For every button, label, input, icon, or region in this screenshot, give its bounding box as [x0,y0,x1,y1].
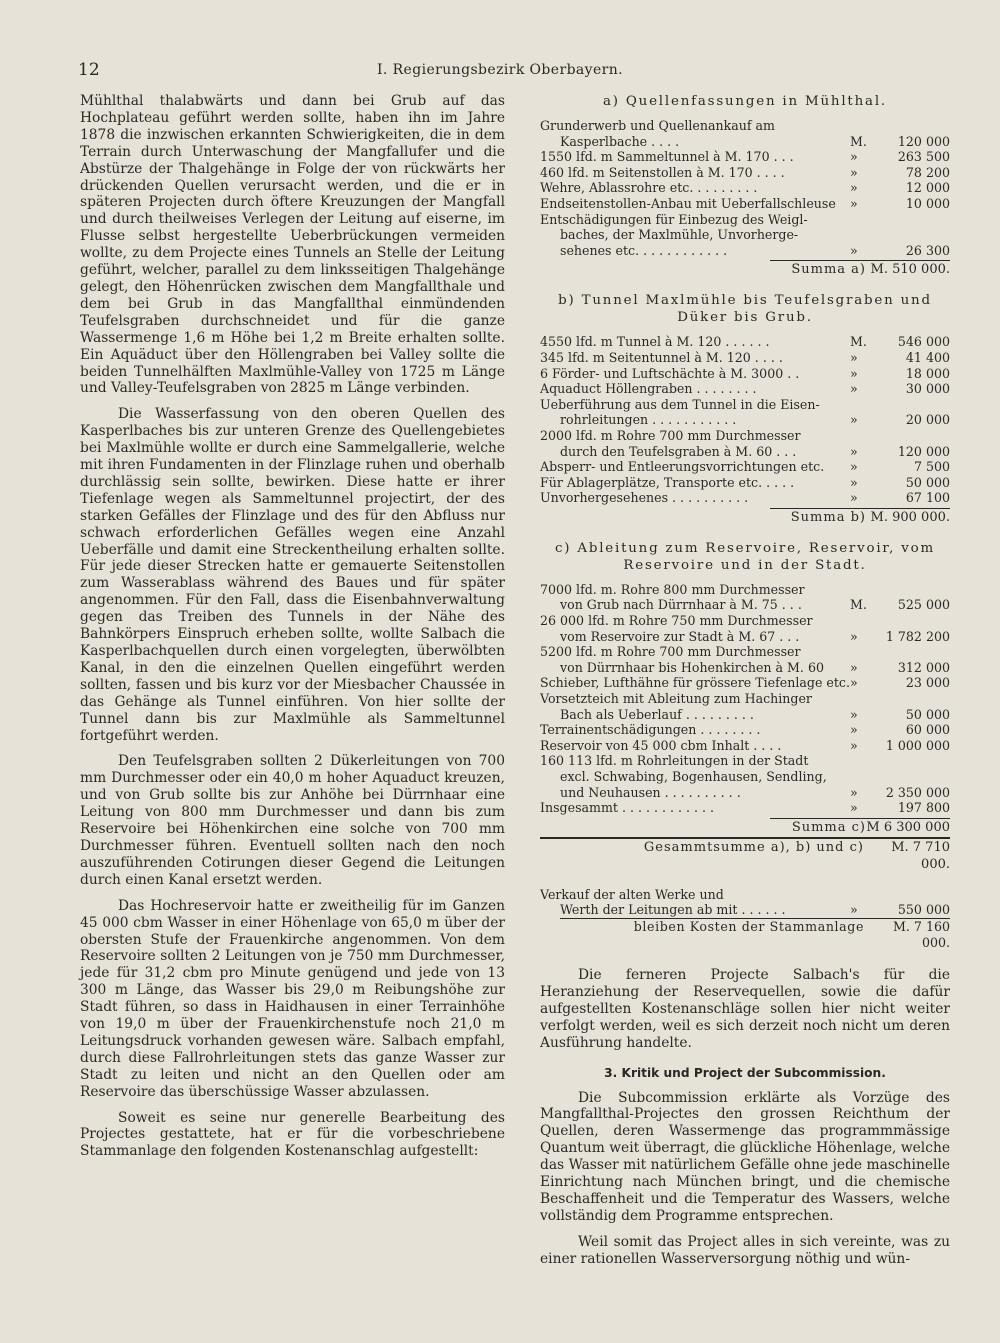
cost-item-amount: 12 000 [905,180,950,196]
cost-row [540,196,950,212]
cost-row [540,887,950,903]
cost-item-amount: 197 800 [897,800,950,816]
cost-item-label: Verkauf der alten Werke und [540,886,724,902]
grand-total-label: Gesammtsumme a), b) und c) [643,839,864,855]
cost-item-amount: 1 782 200 [885,628,950,644]
cost-row [540,134,950,150]
cost-item-label: 7000 lfd. m. Rohre 800 mm Durchmesser [540,581,805,597]
cost-item-amount: 18 000 [905,365,950,381]
cost-row [540,707,950,723]
sum-value: M. 510 000. [870,262,950,278]
cost-row [540,459,950,475]
cost-item-amount: 26 300 [905,242,950,258]
section-heading: 3. Kritik und Project der Subcommission. [604,1065,886,1080]
cost-item-label: Absperr- und Entleerungsvorrichtungen etc. [540,459,825,475]
cost-item-currency: » [850,706,858,722]
cost-item-label: Insgesammt . . . . . . . . . . . . [540,800,715,816]
cost-item-amount: 23 000 [905,675,950,691]
cost-row [540,582,950,598]
paragraph: Soweit es seine nur generelle Bearbeitung des Projectes gestattete, hat er für die vorbeschriebene Stammanlage den folgenden Kostenanschlag aufgestellt: [80,1109,505,1160]
cost-row [540,165,950,181]
cost-row [540,366,950,382]
sum-label: Summa a) [791,262,866,278]
cost-row [540,381,950,397]
cost-item-label: Für Ablagerplätze, Transporte etc. . . . . [540,474,795,490]
cost-item-currency: » [850,242,858,258]
cost-item-amount: 2 350 000 [885,784,950,800]
cost-item-currency: » [850,800,858,816]
cost-row [540,629,950,645]
cost-item-currency: » [850,722,858,738]
cost-row [540,412,950,428]
cost-item-label: und Neuhausen . . . . . . . . . . [560,784,741,800]
cost-item-currency: » [850,784,858,800]
grand-total-value: M. 7 710 000. [891,839,950,872]
cost-row [540,691,950,707]
cost-item-amount: 67 100 [905,490,950,506]
cost-item-label: 1550 lfd. m Sammeltunnel à M. 170 . . . [540,149,794,165]
cost-row [540,227,950,243]
left-column [80,93,505,1169]
cost-item-currency: » [850,164,858,180]
cost-item-amount: 30 000 [905,381,950,397]
paragraph: Weil somit das Project alles in sich vereinte, was zu einer rationellen Wasserversorgung nöthig und wün- [540,1233,950,1267]
cost-item-currency: M. [850,133,867,149]
cost-section-b [540,292,950,526]
cost-item-currency: » [850,381,858,397]
cost-item-label: rohrleitungen . . . . . . . . . . . [560,412,737,428]
cost-item-currency: » [850,195,858,211]
running-title: I. Regierungsbezirk Oberbayern. [376,62,624,78]
cost-item-label: vom Reservoire zur Stadt à M. 67 . . . [560,628,800,644]
cost-item-label: baches, der Maxlmühle, Unvorherge- [560,227,799,243]
page-number: 12 [78,60,100,80]
cost-item-amount: 10 000 [905,195,950,211]
cost-item-amount: 525 000 [897,597,950,613]
cost-item-label: 345 lfd. m Seitentunnel à M. 120 . . . . [540,349,783,365]
section-sum [770,508,950,526]
cost-item-currency: » [850,349,858,365]
cost-row [540,475,950,491]
cost-item-currency: » [850,675,858,691]
cost-row [540,785,950,801]
cost-item-label: Terrainentschädigungen . . . . . . . . [540,722,761,738]
paragraph: Das Hochreservoir hatte er zweitheilig für im Ganzen 45 000 cbm Wasser in einer Höhenlage von 65,0 m über der obersten Stufe der Frauenkirche angenommen. Von dem Reservoire sollten 2 Leitungen von je 750 mm Durchmesser, jede für 31,2 cbm pro Minute genügend und jede von 13 300 m Länge, das Wasser bis 29,0 m Reibungshöhe zur Stadt führen, so dass in Haidhausen in einer Terrainhöhe von 19,0 m über der Frauenkirchenstufe noch 21,0 m Leitungsdruck vorhanden gewesen wäre. Salbach empfahl, durch diese Fallrohrleitungen stets das ganze Wasser zur Stadt zu leiten und nicht an den Quellen oder am Reservoire das überschüssige Wasser abzulassen. [80,897,505,1100]
cost-row [540,350,950,366]
cost-item-currency: » [850,180,858,196]
remaining-cost [560,918,950,951]
cost-row [540,180,950,196]
cost-item-currency: M. [850,597,867,613]
cost-row [540,800,950,816]
deduction-block [540,887,950,951]
cost-item-amount: 120 000 [897,133,950,149]
right-column [540,93,950,1277]
cost-item-label: Grunderwerb und Quellenankauf am [540,118,775,133]
cost-rows [540,887,950,918]
cost-item-label: Vorsetzteich mit Ableitung zum Hachinger [540,691,812,707]
cost-item-amount: 550 000 [897,902,950,918]
cost-item-currency: » [850,737,858,753]
cost-item-amount: 41 400 [905,349,950,365]
cost-item-currency: » [850,902,858,918]
sum-label: Summa c) [791,819,866,835]
cost-item-currency: » [850,443,858,459]
cost-row [540,212,950,228]
cost-item-label: Entschädigungen für Einbezug des Weigl- [540,211,808,227]
cost-item-label: Endseitenstollen-Anbau mit Ueberfallschleuse [540,195,836,211]
cost-row [540,902,950,918]
section-title: a) Quellenfassungen in Mühlthal. [603,94,887,109]
cost-item-amount: 263 500 [897,149,950,165]
section-title: c) Ableitung zum Reservoire, Reservoir, vom Reservoire und in der Stadt. [554,540,936,573]
cost-item-amount: 7 500 [913,459,950,475]
cost-row [540,118,950,134]
cost-item-label: 160 113 lfd. m Rohrleitungen in der Stadt [540,753,809,769]
cost-item-label: 460 lfd. m Seitenstollen à M. 170 . . . . [540,164,785,180]
cost-item-label: Wehre, Ablassrohre etc. . . . . . . . . [540,180,758,196]
cost-row [540,597,950,613]
cost-rows [540,118,950,258]
cost-item-amount: 78 200 [905,164,950,180]
cost-row [540,149,950,165]
paragraph: Mühlthal thalabwärts und dann bei Grub auf das Hochplateau geführt werden sollte, haben ihn im Jahre 1878 die inzwischen erkannten Schwierigkeiten, die in dem Terrain durch Unterwaschung der Mangfallufer und die Abstürze der Thalgehänge in Folge der von rückwärts her drückenden Quellen verursacht werden, und die er in späteren Projecten durch öftere Kreuzungen der Mangfall und durch theilweises Verlegen der Leitung auf eiserne, im Flusse selbst hergestellte Ueberbrückungen vermeiden wollte, zu dem Projecte eines Tunnels an Stelle der Leitung geführt, welcher, parallel zu dem linksseitigen Thalgehänge gelegt, den Höhenrücken zwischen dem Mangfallthale und dem bei Grub in das Mangfallthal einmündenden Teufelsgraben durchschneidet und für die ganze Wassermenge 1,6 m Höhe bei 1,2 m Breite erhalten sollte. Ein Aquäduct über den Höllengraben bei Valley sollte die beiden Tunnelhälften Maxlmühle-Valley von 1725 m Länge und Valley-Teufelsgraben von 2825 m Länge verbinden. [80,93,505,397]
cost-row [540,243,950,259]
cost-row [540,334,950,350]
cost-row [540,397,950,413]
cost-item-currency: » [850,490,858,506]
cost-row [540,428,950,444]
cost-item-amount: 20 000 [905,412,950,428]
cost-item-amount: 1 000 000 [885,737,950,753]
cost-item-label: 6 Förder- und Luftschächte à M. 3000 . . [540,365,800,381]
cost-item-currency: M. [850,334,867,350]
cost-rows [540,582,950,816]
cost-item-label: 4550 lfd. m Tunnel à M. 120 . . . . . . [540,334,770,350]
remaining-cost-value: M. 7 160 000. [893,918,950,950]
paragraph: Die ferneren Projecte Salbach's für die Heranziehung der Reservequellen, sowie die dafür aufgestellten Kostenanschläge sollen hier nicht weiter verfolgt werden, weil es sich derzeit noch nicht um deren Ausführung handelte. [540,966,950,1051]
section-title: b) Tunnel Maxlmühle bis Teufelsgraben und Düker bis Grub. [558,293,932,326]
cost-item-label: Werth der Leitungen ab mit . . . . . . [560,902,786,918]
sum-value: M. 900 000. [870,509,950,525]
cost-row [540,613,950,629]
cost-item-label: von Dürrnhaar bis Hohenkirchen à M. 60 [560,659,824,675]
paragraph: Die Wasserfassung von den oberen Quellen des Kasperlbaches bis zur unteren Grenze des Quellengebietes bei Maxlmühle wollte er durch eine Sammelgallerie, welche mit ihren Fundamenten in der Flinzlage ruhen und oberhalb durchlässig sein sollte, bewirken. Diese hatte er ihrer Tiefenlage wegen als Sammeltunnel projectirt, der des starken Gefälles der Flinzlage und des für den Abfluss nur schwach erforderlichen Gefälles wegen eine Anzahl Ueberfälle und damit eine Streckentheilung erhalten sollte. Für jede dieser Strecken hatte er gemauerte Seitenstollen zum Wasserablass während des Baues und für später angenommen. Für den Fall, dass die Eisenbahnverwaltung gegen das Treiben des Tunnels in der Nähe des Bahnkörpers Einspruch erheben sollte, wollte Salbach die Kasperlbachquellen durch einen vorgelegten, überwölbten Kanal, in den die einzelnen Quellen eingeführt werden sollten, fassen und bis kurz vor der Miesbacher Chaussée in das Gehänge als Tunnel einführen. Von hier sollte der Tunnel dann bis zur Maxlmühle als Sammeltunnel fortgeführt werden. [80,406,505,744]
cost-item-amount: 60 000 [905,722,950,738]
section-sum [770,818,950,836]
cost-item-label: 26 000 lfd. m Rohre 750 mm Durchmesser [540,613,813,629]
cost-item-label: Reservoir von 45 000 cbm Inhalt . . . . [540,737,782,753]
cost-item-amount: 546 000 [897,334,950,350]
cost-item-currency: » [850,474,858,490]
remaining-cost-label: bleiben Kosten der Stammanlage [633,918,864,934]
cost-item-currency: » [850,149,858,165]
cost-row [540,722,950,738]
cost-item-label: Kasperlbache . . . . [560,133,680,149]
cost-item-currency: » [850,459,858,475]
cost-item-label: 5200 lfd. m Rohre 700 mm Durchmesser [540,644,801,660]
cost-item-label: Bach als Ueberlauf . . . . . . . . . [560,706,754,722]
cost-item-currency: » [850,365,858,381]
section-sum [770,260,950,278]
cost-row [540,490,950,506]
cost-row [540,738,950,754]
cost-row [540,769,950,785]
cost-item-label: durch den Teufelsgraben à M. 60 . . . [560,443,797,459]
cost-item-label: 2000 lfd. m Rohre 700 mm Durchmesser [540,427,801,443]
cost-item-label: Aquaduct Höllengraben . . . . . . . . [540,381,757,397]
cost-item-currency: » [850,412,858,428]
cost-item-currency: » [850,628,858,644]
cost-item-label: Ueberführung aus dem Tunnel in die Eisen- [540,396,820,412]
cost-item-label: Unvorhergesehenes . . . . . . . . . . [540,490,749,506]
cost-item-amount: 120 000 [897,443,950,459]
paragraph: Die Subcommission erklärte als Vorzüge des Mangfallthal-Projectes den grossen Reichthum der Quellen, deren Wassermenge das programmmässige Quantum weit überragt, die glückliche Höhenlage, welche das Wasser mit natürlichem Gefälle ohne jede maschinelle Einrichtung nach München bringt, und die chemische Beschaffenheit und die Temperatur des Wassers, welche vollständig dem Programme entsprechen. [540,1089,950,1224]
cost-item-currency: » [850,659,858,675]
cost-row [540,675,950,691]
cost-item-amount: 50 000 [905,706,950,722]
paragraph: Den Teufelsgraben sollten 2 Dükerleitungen von 700 mm Durchmesser oder ein 40,0 m hoher Aquaduct kreuzen, und von Grub sollte bis zur Anhöhe bei Dürrnhaar eine Leitung von 800 mm Durchmesser und dann bis zum Reservoire bei Höhenkirchen eine solche von 700 mm Durchmesser führen. Eventuell sollten nach den noch auszuführenden Cotirungen dieser Gegend die Leitungen durch einen Kanal ersetzt werden. [80,753,505,888]
cost-item-label: Schieber, Lufthähne für grössere Tiefenlage etc. [540,675,850,691]
cost-row [540,660,950,676]
cost-row [540,753,950,769]
cost-rows [540,334,950,506]
cost-item-label: sehenes etc. . . . . . . . . . . . [560,242,728,258]
cost-section-c [540,540,950,873]
cost-row [540,644,950,660]
cost-row [540,444,950,460]
cost-item-label: von Grub nach Dürrnhaar à M. 75 . . . [560,597,802,613]
cost-item-amount: 312 000 [897,659,950,675]
cost-item-label: excl. Schwabing, Bogenhausen, Sendling, [560,769,827,784]
cost-section-a [540,93,950,278]
sum-label: Summa b) [790,509,866,525]
cost-item-amount: 50 000 [905,474,950,490]
grand-total [540,837,950,873]
sum-value: M 6 300 000 [866,819,950,835]
